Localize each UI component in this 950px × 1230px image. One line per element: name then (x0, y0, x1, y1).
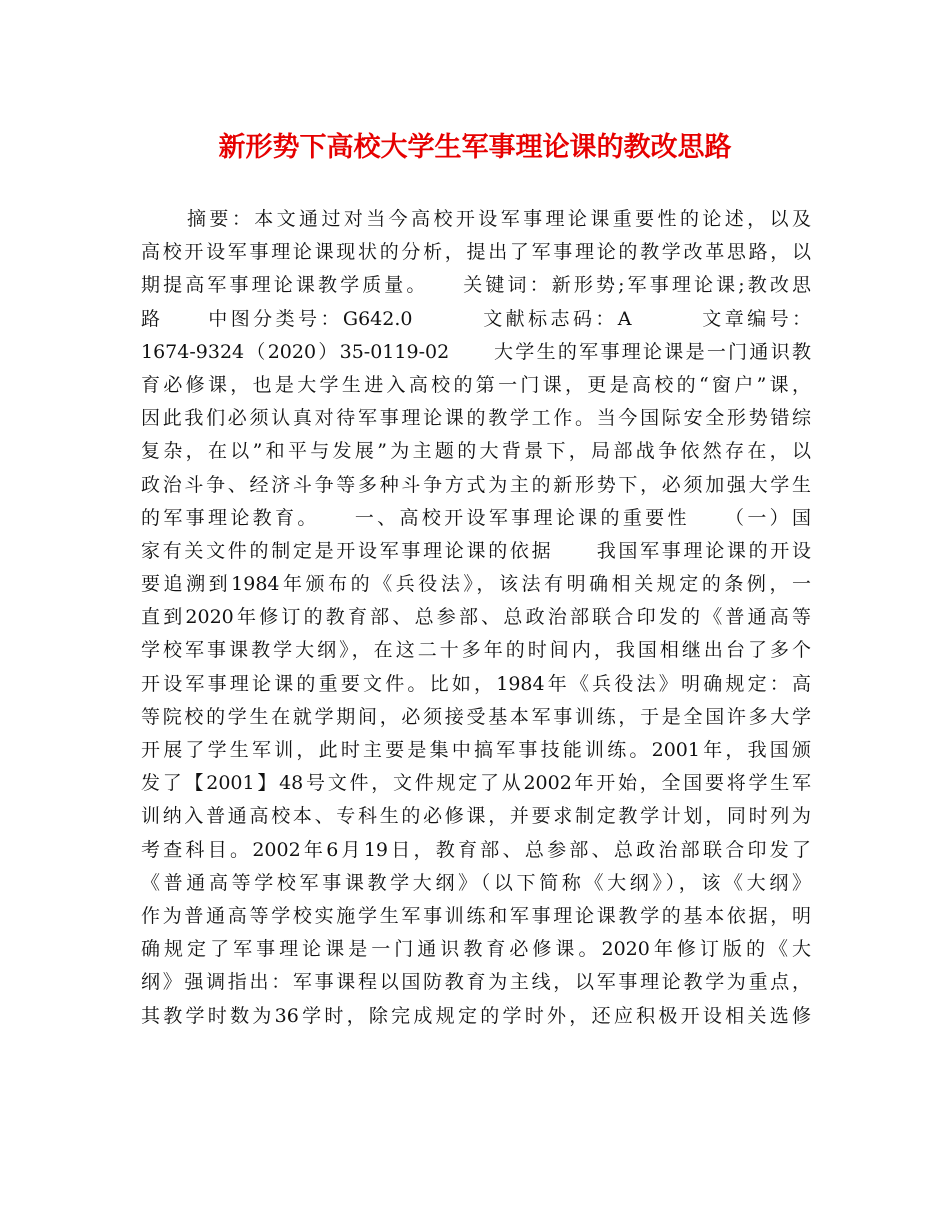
body-text-line: 的军事理论教育。 一、高校开设军事理论课的重要性 （一）国 (141, 506, 811, 529)
body-text-line: 要追溯到1984年颁布的《兵役法》，该法有明确相关规定的条例，一 (141, 573, 811, 596)
body-text-line: 期提高军事理论课教学质量。 关键词：新形势;军事理论课;教改思 (141, 274, 811, 297)
body-text-line: 复杂，在以”和平与发展”为主题的大背景下，局部战争依然存在，以 (141, 440, 811, 463)
body-text-line: 开设军事理论课的重要文件。比如，1984年《兵役法》明确规定：高 (141, 672, 811, 695)
body-text-line: 确规定了军事理论课是一门通识教育必修课。2020年修订版的《大 (141, 938, 811, 961)
body-text-line: 家有关文件的制定是开设军事理论课的依据 我国军事理论课的开设 (141, 539, 811, 562)
body-text-line: 纲》强调指出：军事课程以国防教育为主线，以军事理论教学为重点， (141, 971, 811, 994)
body-text-line: 训纳入普通高校本、专科生的必修课，并要求制定教学计划，同时列为 (141, 805, 811, 828)
document-body (141, 203, 811, 1033)
body-text-line: 考查科目。2002年6月19日，教育部、总参部、总政治部联合印发了 (141, 838, 811, 861)
body-text-line: 育必修课，也是大学生进入高校的第一门课，更是高校的“窗户”课， (141, 373, 811, 396)
body-text-line: 高校开设军事理论课现状的分析，提出了军事理论的教学改革思路，以 (141, 241, 811, 264)
body-text-line: 摘要：本文通过对当今高校开设军事理论课重要性的论述，以及 (187, 208, 811, 230)
document-title: 新形势下高校大学生军事理论课的教改思路 (218, 132, 732, 163)
body-text-line: 发了【2001】48号文件，文件规定了从2002年开始，全国要将学生军 (141, 772, 811, 795)
body-text-line: 学校军事课教学大纲》，在这二十多年的时间内，我国相继出台了多个 (141, 639, 811, 662)
body-text-line: 路 中图分类号：G642.0 文献标志码：A 文章编号： (141, 307, 811, 330)
body-text-line: 等院校的学生在就学期间，必须接受基本军事训练，于是全国许多大学 (141, 705, 811, 728)
body-text-line: 作为普通高等学校实施学生军事训练和军事理论课教学的基本依据，明 (141, 904, 811, 927)
body-text-line: 直到2020年修订的教育部、总参部、总政治部联合印发的《普通高等 (141, 606, 811, 629)
body-text-line: 因此我们必须认真对待军事理论课的教学工作。当今国际安全形势错综 (141, 407, 811, 430)
body-text-line: 其教学时数为36学时，除完成规定的学时外，还应积极开设相关选修 (141, 1004, 811, 1027)
body-text-line: 政治斗争、经济斗争等多种斗争方式为主的新形势下，必须加强大学生 (141, 473, 811, 496)
body-text-line: 1674-9324（2020）35-0119-02 大学生的军事理论课是一门通识教 (141, 340, 811, 363)
body-text-line: 开展了学生军训，此时主要是集中搞军事技能训练。2001年，我国颁 (141, 739, 811, 761)
body-text-line: 《普通高等学校军事课教学大纲》（以下简称《大纲》），该《大纲》 (141, 871, 811, 894)
